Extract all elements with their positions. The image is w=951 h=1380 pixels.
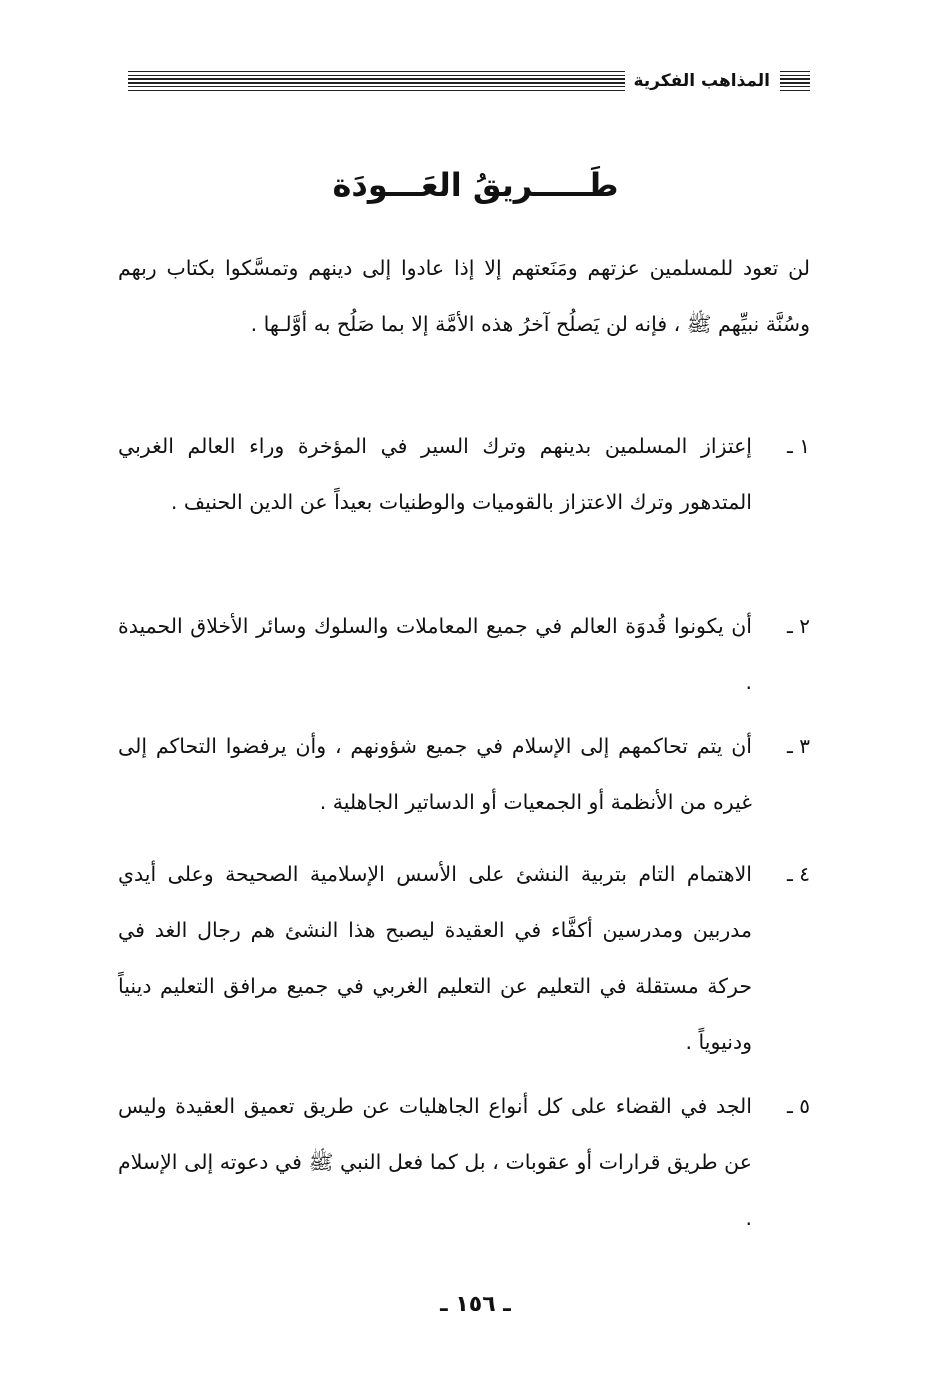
- list-item-number: ٥ ـ: [787, 1094, 810, 1118]
- list-item-number: ٢ ـ: [787, 614, 810, 638]
- intro-paragraph: لن تعود للمسلمين عزتهم ومَنَعتهم إلا إذا عادوا إلى دينهم وتمسَّكوا بكتاب ربهم وسُنَّة نبيِّهم ﷺ ، فإنه لن يَصلُح آخرُ هذه الأمَّة إلا بما صَلُح به أوَّلـها .: [118, 256, 810, 336]
- page-number: ـ ١٥٦ ـ: [440, 1292, 511, 1317]
- list-item-number: ١ ـ: [787, 434, 810, 458]
- list-item-text: إعتزاز المسلمين بدينهم وترك السير في المؤخرة وراء العالم الغربي المتدهور وترك الاعتزاز بالقوميات والوطنيات بعيداً عن الدين الحنيف .: [118, 434, 752, 514]
- list-item-text: أن يكونوا قُدوَة العالم في جميع المعاملات والسلوك وسائر الأخلاق الحميدة .: [118, 614, 752, 694]
- running-header: [128, 66, 810, 96]
- list-item: [118, 718, 810, 830]
- list-item: [118, 1078, 810, 1246]
- chapter-title: طَـــــريقُ العَـــودَة: [332, 166, 619, 204]
- list-item-number: ٣ ـ: [787, 734, 810, 758]
- header-book-title: المذاهب الفكرية: [633, 71, 770, 91]
- header-ornament-rules: [780, 71, 810, 91]
- list-item-text: الاهتمام التام بتربية النشئ على الأسس الإسلامية الصحيحة وعلى أيدي مدربين ومدرسين أكفَّاء في العقيدة ليصبح هذا النشئ هم رجال الغد في حركة مستقلة في التعليم عن التعليم الغربي في جميع مرافق التعليم دينياً ودنيوياً .: [118, 862, 752, 1054]
- header-rules: [128, 71, 625, 91]
- list-item: [118, 598, 810, 710]
- list-item-text: الجد في القضاء على كل أنواع الجاهليات عن طريق تعميق العقيدة وليس عن طريق قرارات أو عقوبات ، بل كما فعل النبي ﷺ في دعوته إلى الإسلام .: [118, 1094, 752, 1230]
- list-item-number: ٤ ـ: [787, 862, 810, 886]
- list-item-text: أن يتم تحاكمهم إلى الإسلام في جميع شؤونهم ، وأن يرفضوا التحاكم إلى غيره من الأنظمة أو الجمعيات أو الدساتير الجاهلية .: [118, 734, 752, 814]
- list-item: [118, 418, 810, 530]
- list-item: [118, 846, 810, 1070]
